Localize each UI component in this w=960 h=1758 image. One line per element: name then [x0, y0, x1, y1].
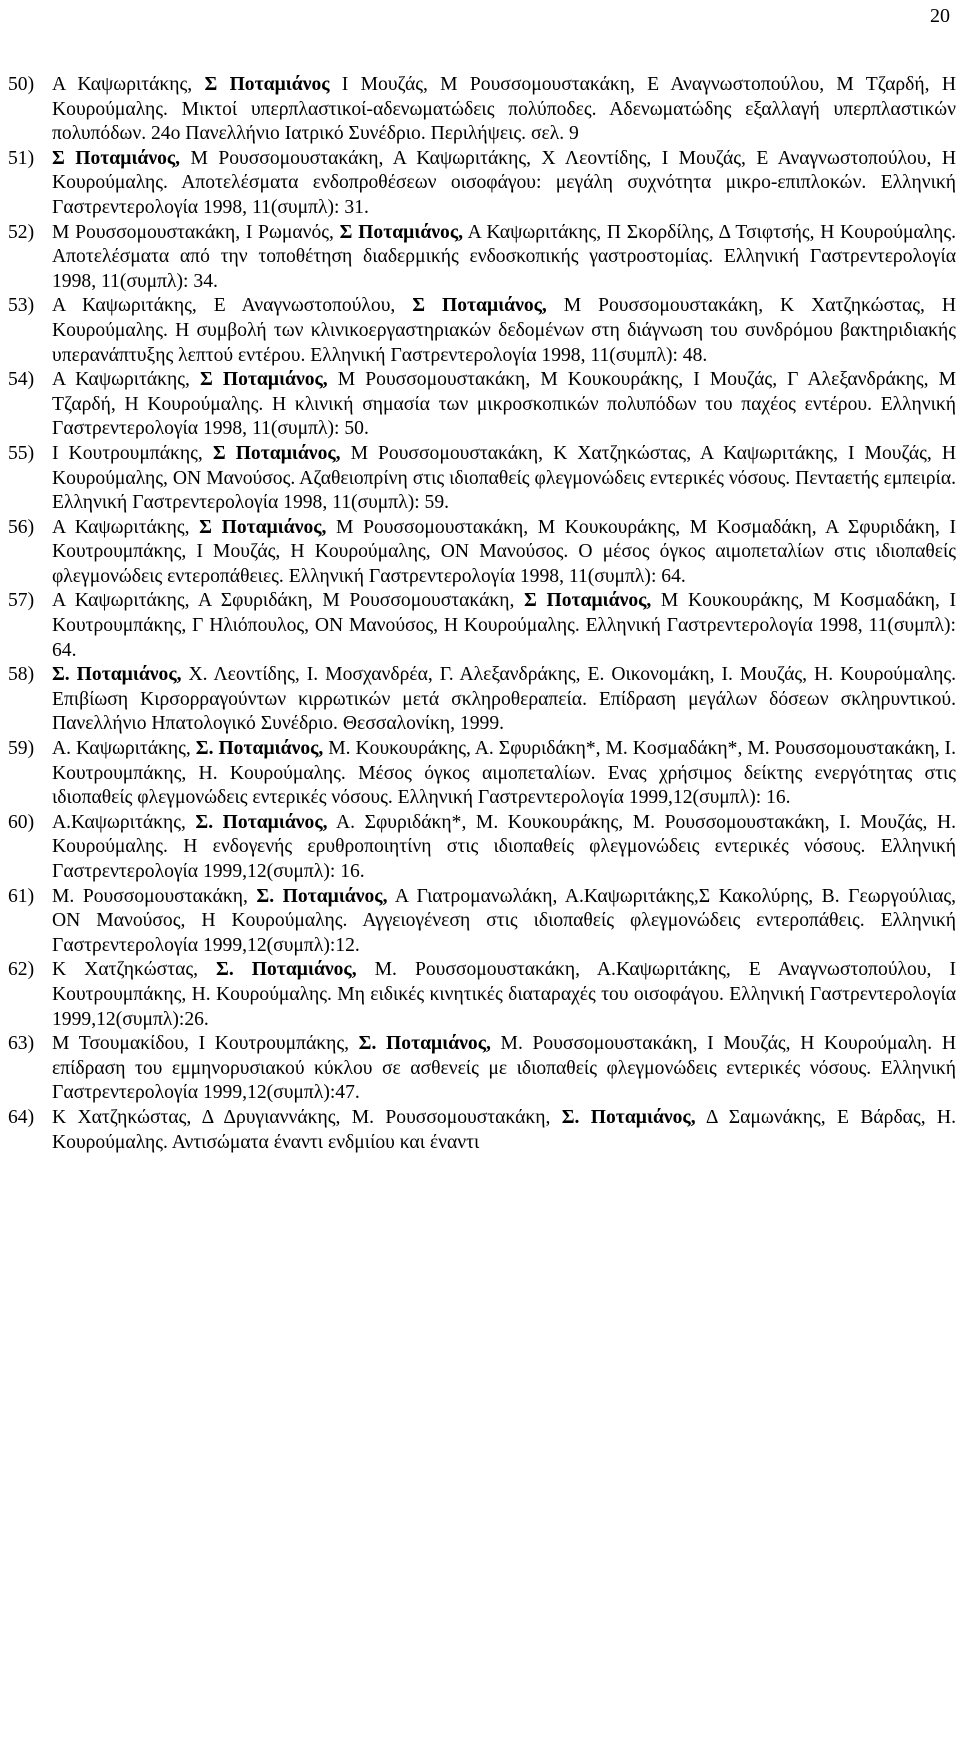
- highlighted-author: Σ. Ποταμιάνος,: [358, 1033, 491, 1055]
- highlighted-author: Σ Ποταμιάνος,: [199, 516, 327, 538]
- reference-text: [52, 73, 956, 147]
- reference-segment: Μ. Ρουσσομουστακάκη, Ι Μουζάς, Η Κουρούμαλη. Η επίδραση του εμμηνορυσιακού κύκλου σε ασθενείς με ιδιοπαθείς φλεγμονώδεις εντερικές νόσους. Ελληνική Γαστρεντερολογία 1999,12(συμπλ):47.: [52, 1033, 956, 1104]
- reference-segment: Κ Χατζηκώστας,: [52, 959, 217, 981]
- reference-segment: Α Καψωριτάκης,: [52, 516, 200, 538]
- reference-text: [52, 589, 956, 663]
- highlighted-author: Σ Ποταμιάνος,: [412, 295, 547, 317]
- reference-segment: Μ Ρουσσομουστακάκη, Ι Ρωμανός,: [52, 221, 340, 243]
- reference-number: 54): [8, 369, 35, 391]
- reference-segment: Α Καψωριτάκης, Π Σκορδίλης, Δ Τσιφτσής, Η Κουρούμαλης. Αποτελέσματα από την τοποθέτηση διαδερμικής ενδοσκοπικής γαστροστομίας. Ελληνική Γαστρεντερολογία 1998, 11(συμπλ): 34.: [52, 221, 956, 292]
- reference-item: [8, 368, 956, 442]
- reference-number: 52): [8, 221, 35, 243]
- reference-item: [8, 885, 956, 959]
- highlighted-author: Σ Ποταμιάνος,: [52, 147, 181, 169]
- reference-item: [8, 1106, 956, 1155]
- highlighted-author: Σ Ποταμιάνος: [204, 74, 330, 95]
- highlighted-author: Σ Ποταμιάνος,: [524, 590, 652, 612]
- highlighted-author: Σ Ποταμιάνος,: [339, 221, 463, 243]
- reference-text: [52, 294, 956, 368]
- reference-item: [8, 958, 956, 1032]
- reference-text: [52, 221, 956, 295]
- reference-number: 53): [8, 295, 35, 317]
- reference-number: 57): [8, 590, 35, 612]
- reference-segment: Α Καψωριτάκης, Ε Αναγνωστοπούλου,: [52, 295, 413, 317]
- reference-segment: Μ. Ρουσσομουστακάκη, Α.Καψωριτάκης, Ε Αναγνωστοπούλου, Ι Κουτρουμπάκης, Η. Κουρούμαλης. Μη ειδικές κινητικές διαταραχές του οισοφάγου. Ελληνική Γαστρεντερολογία 1999,12(συμπλ):26.: [52, 959, 956, 1030]
- highlighted-author: Σ. Ποταμιάνος,: [216, 959, 357, 981]
- reference-text: [52, 147, 956, 221]
- reference-text: [52, 885, 956, 959]
- reference-segment: Α. Καψωριτάκης,: [52, 738, 196, 760]
- page-number: 20: [930, 5, 950, 27]
- reference-item: [8, 294, 956, 368]
- reference-segment: Μ Ρουσσομουστακάκη, Κ Χατζηκώστας, Η Κουρούμαλης. Η συμβολή των κλινικοεργαστηριακών δεδομένων στη διάγνωση του συνδρόμου βακτηριδιακής υπερανάπτυξης λεπτού εντέρου. Ελληνική Γαστρεντερολογία 1998, 11(συμπλ): 48.: [52, 295, 956, 366]
- reference-text: [52, 811, 956, 885]
- reference-number: 61): [8, 885, 35, 907]
- highlighted-author: Σ. Ποταμιάνος,: [561, 1106, 696, 1128]
- reference-item: [8, 516, 956, 590]
- reference-item: [8, 442, 956, 516]
- reference-item: [8, 147, 956, 221]
- reference-segment: Μ. Κουκουράκης, Α. Σφυριδάκη*, Μ. Κοσμαδάκη*, Μ. Ρουσσομουστακάκη, Ι. Κουτρουμπάκης, Η. Κουρούμαλης. Μέσος όγκος αιμοπεταλίων. Ενας χρήσιμος δείκτης ενεργότητας στις ιδιοπαθείς φλεγμονώδεις εντερικές νόσους. Ελληνική Γαστρεντερολογία 1999,12(συμπλ): 16.: [52, 738, 956, 809]
- reference-segment: Μ. Ρουσσομουστακάκη,: [52, 885, 257, 907]
- reference-item: [8, 663, 956, 737]
- reference-segment: Μ Τσουμακίδου, Ι Κουτρουμπάκης,: [52, 1033, 359, 1055]
- reference-segment: Α Γιατρομανωλάκη, Α.Καψωριτάκης,Σ Κακολύρης, Β. Γεωργούλιας, ΟΝ Μανούσος, Η Κουρούμαλης. Αγγειογένεση στις ιδιοπαθείς φλεγμονώδεις εντεροπάθεις. Ελληνική Γαστρεντερολογία 1999,12(συμπλ):12.: [52, 885, 956, 956]
- reference-text: [52, 958, 956, 1032]
- reference-text: [52, 663, 956, 737]
- reference-segment: Α Καψωριτάκης, Α Σφυριδάκη, Μ Ρουσσομουστακάκη,: [52, 590, 525, 612]
- reference-text: [52, 1032, 956, 1106]
- reference-number: 50): [8, 74, 35, 95]
- reference-text: [52, 368, 956, 442]
- reference-segment: Δ Σαμωνάκης, Ε Βάρδας, Η. Κουρούμαλης. Αντισώματα έναντι ενδμιίου και έναντι: [52, 1106, 956, 1153]
- highlighted-author: Σ. Ποταμιάνος,: [195, 738, 324, 760]
- reference-segment: Α. Σφυριδάκη*, Μ. Κουκουράκης, Μ. Ρουσσομουστακάκη, Ι. Μουζάς, Η. Κουρούμαλης. Η ενδογενής ερυθροποιητίνη στις ιδιοπαθείς φλεγμονώδεις εντερικές νόσους. Ελληνική Γαστρεντερολογία 1999,12(συμπλ): 16.: [52, 811, 957, 882]
- highlighted-author: Σ. Ποταμιάνος,: [256, 885, 388, 907]
- reference-list: [8, 73, 956, 1155]
- reference-segment: Α.Καψωριτάκης,: [52, 811, 196, 833]
- highlighted-author: Σ Ποταμιάνος,: [212, 442, 341, 464]
- reference-segment: Κ Χατζηκώστας, Δ Δρυγιαννάκης, Μ. Ρουσσομουστακάκη,: [52, 1106, 562, 1128]
- reference-number: 58): [8, 664, 35, 686]
- reference-number: 60): [8, 811, 35, 833]
- reference-segment: Χ. Λεοντίδης, Ι. Μοσχανδρέα, Γ. Αλεξανδράκης, Ε. Οικονομάκη, Ι. Μουζάς, Η. Κουρούμαλης. Επιβίωση Κιρσορραγούντων κιρρωτικών μετά σκληροθεραπεία. Επίδραση μεγάλων δόσεων σκληρυντικού. Πανελλήνιο Ηπατολογικό Συνέδριο. Θεσσαλονίκη, 1999.: [52, 664, 957, 735]
- reference-segment: Ι Μουζάς, Μ Ρουσσομουστακάκη, Ε Αναγνωστοπούλου, Μ Τζαρδή, Η Κουρούμαλης. Μικτοί υπερπλαστικοί-αδενωματώδεις πολύποδες. Αδενωματώδης εξαλλαγή υπερπλαστικών πολυπόδων. 24ο Πανελλήνιο Ιατρικό Συνέδριο. Περιλήψεις. σελ. 9: [52, 74, 956, 145]
- reference-number: 63): [8, 1033, 35, 1055]
- reference-segment: Μ Κουκουράκης, Μ Κοσμαδάκη, Ι Κουτρουμπάκης, Γ Ηλιόπουλος, ΟΝ Μανούσος, Η Κουρούμαλης. Ελληνική Γαστρεντερολογία 1998, 11(συμπλ): 64.: [52, 590, 956, 661]
- reference-number: 55): [8, 442, 35, 464]
- reference-item: [8, 589, 956, 663]
- reference-text: [52, 1106, 956, 1155]
- reference-item: [8, 221, 956, 295]
- reference-number: 51): [8, 147, 35, 169]
- reference-segment: Μ Ρουσσομουστακάκη, Μ Κουκουράκης, Μ Κοσμαδάκη, Α Σφυριδάκη, Ι Κουτρουμπάκης, Ι Μουζάς, Η Κουρούμαλης, ΟΝ Μανούσος. Ο μέσος όγκος αιμοπεταλίων στις ιδιοπαθείς φλεγμονώδεις εντεροπάθειες. Ελληνική Γαστρεντερολογία 1998, 11(συμπλ): 64.: [52, 516, 956, 587]
- reference-segment: Μ Ρουσσομουστακάκη, Μ Κουκουράκης, Ι Μουζάς, Γ Αλεξανδράκης, Μ Τζαρδή, Η Κουρούμαλης. Η κλινική σημασία των μικροσκοπικών πολυπόδων του παχέος εντέρου. Ελληνική Γαστρεντερολογία 1998, 11(συμπλ): 50.: [52, 369, 956, 440]
- highlighted-author: Σ. Ποταμιάνος,: [52, 664, 182, 686]
- reference-text: [52, 737, 956, 811]
- reference-item: [8, 73, 956, 147]
- reference-item: [8, 811, 956, 885]
- reference-number: 64): [8, 1106, 35, 1128]
- reference-segment: Ι Κουτρουμπάκης,: [52, 442, 213, 464]
- reference-segment: Μ Ρουσσομουστακάκη, Α Καψωριτάκης, Χ Λεοντίδης, Ι Μουζάς, Ε Αναγνωστοπούλου, Η Κουρούμαλης. Αποτελέσματα ενδοπροθέσεων οισοφάγου: μεγάλη συχνότητα μικρο-επιπλοκών. Ελληνική Γαστρεντερολογία 1998, 11(συμπλ): 31.: [52, 147, 956, 218]
- reference-number: 56): [8, 516, 35, 538]
- reference-number: 59): [8, 738, 35, 760]
- reference-segment: Μ Ρουσσομουστακάκη, Κ Χατζηκώστας, Α Καψωριτάκης, Ι Μουζάς, Η Κουρούμαλης, ΟΝ Μανούσος. Αζαθειοπρίνη στις ιδιοπαθείς φλεγμονώδεις εντερικές νόσους. Πενταετής εμπειρία. Ελληνική Γαστρεντερολογία 1998, 11(συμπλ): 59.: [52, 442, 956, 514]
- reference-text: [52, 516, 956, 590]
- reference-item: [8, 737, 956, 811]
- highlighted-author: Σ. Ποταμιάνος,: [195, 811, 328, 833]
- reference-segment: Α Καψωριτάκης,: [52, 369, 200, 391]
- highlighted-author: Σ Ποταμιάνος,: [200, 369, 328, 391]
- reference-number: 62): [8, 959, 35, 981]
- reference-item: [8, 1032, 956, 1106]
- reference-segment: Α Καψωριτάκης,: [52, 74, 205, 95]
- reference-text: [52, 442, 956, 516]
